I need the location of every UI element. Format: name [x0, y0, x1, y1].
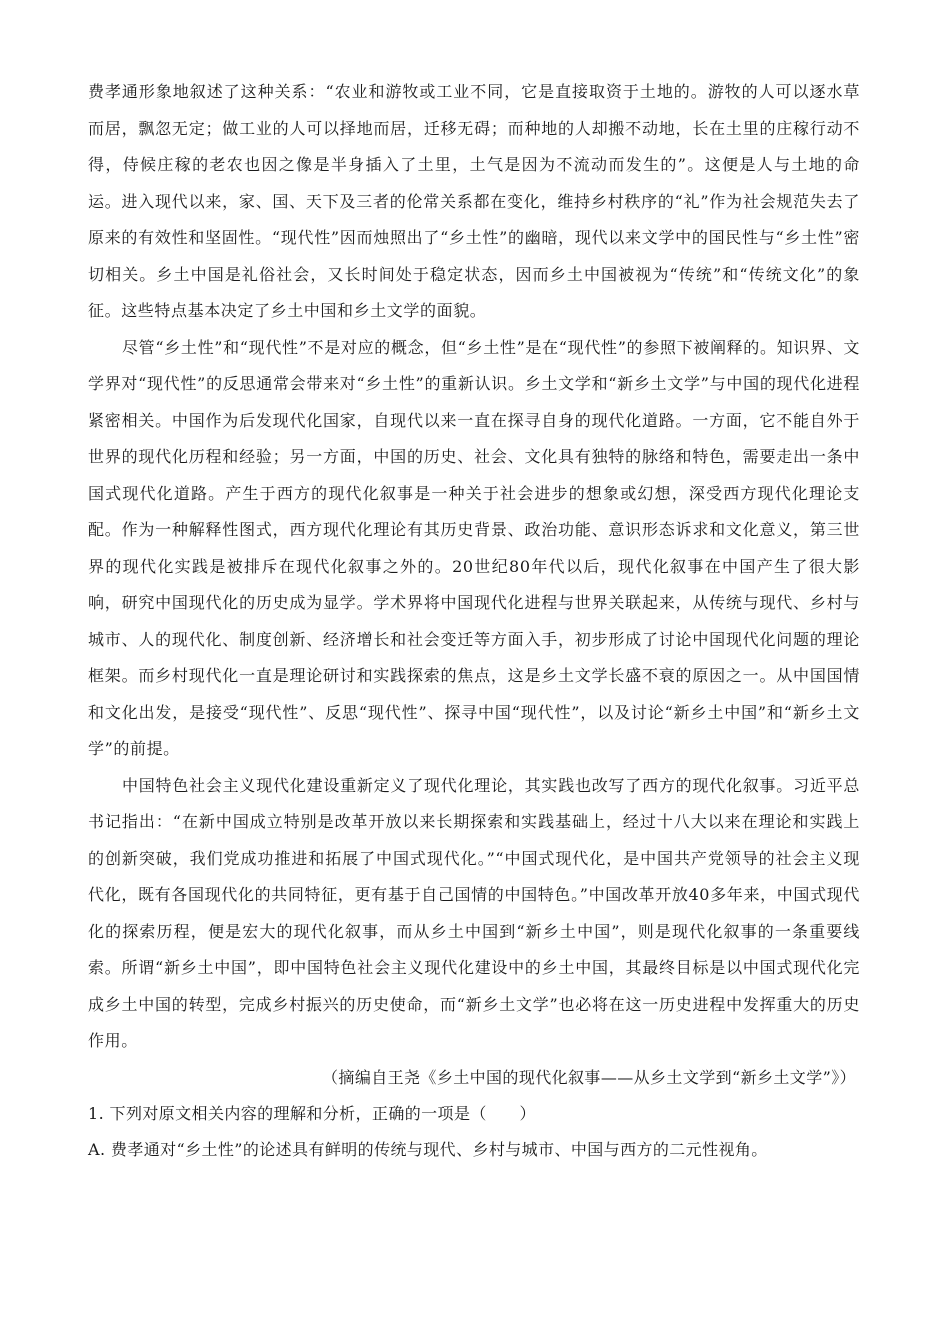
paragraph-3: 中国特色社会主义现代化建设重新定义了现代化理论，其实践也改写了西方的现代化叙事。习近平总书记指出：“在新中国成立特别是改革开放以来长期探索和实践基础上，经过十八大以来在理论和实践上的创新突破，我们党成功推进和拓展了中国式现代化。”“中国式现代化，是中国共产党领导的社会主义现代化，既有各国现代化的共同特征，更有基于自己国情的中国特色。”中国改革开放40多年来，中国式现代化的探索历程，便是宏大的现代化叙事，而从乡土中国到“新乡土中国”，则是现代化叙事的一条重要线索。所谓“新乡土中国”，即中国特色社会主义现代化建设中的乡土中国，其最终目标是以中国式现代化完成乡土中国的转型，完成乡村振兴的历史使命，而“新乡土文学”也必将在这一历史进程中发挥重大的历史作用。: [88, 775, 860, 1050]
paragraph-1: 费孝通形象地叙述了这种关系：“农业和游牧或工业不同，它是直接取资于土地的。游牧的人可以逐水草而居，飘忽无定；做工业的人可以择地而居，迁移无碍；而种地的人却搬不动地，长在土里的庄稼行动不得，侍候庄稼的老农也因之像是半身插入了土里，土气是因为不流动而发生的”。这便是人与土地的命运。进入现代以来，家、国、天下及三者的伦常关系都在变化，维持乡村秩序的“礼”作为社会规范失去了原来的有效性和坚固性。“现代性”因而烛照出了“乡土性”的幽暗，现代以来文学中的国民性与“乡土性”密切相关。乡土中国是礼俗社会，又长时间处于稳定状态，因而乡土中国被视为“传统”和“传统文化”的象征。这些特点基本决定了乡土中国和乡土文学的面貌。: [88, 82, 860, 320]
document-page: [88, 74, 860, 1168]
source-citation: （摘编自王尧《乡土中国的现代化叙事——从乡土文学到“新乡土文学”》）: [322, 1067, 856, 1087]
option-a: A. 费孝通对“乡土性”的论述具有鲜明的传统与现代、乡村与城市、中国与西方的二元性视角。: [88, 1140, 768, 1159]
paragraph-2: 尽管“乡土性”和“现代性”不是对应的概念，但“乡土性”是在“现代性”的参照下被阐释的。知识界、文学界对“现代性”的反思通常会带来对“乡土性”的重新认识。乡土文学和“新乡土文学”与中国的现代化进程紧密相关。中国作为后发现代化国家，自现代以来一直在探寻自身的现代化道路。一方面，它不能自外于世界的现代化历程和经验；另一方面，中国的历史、社会、文化具有独特的脉络和特色，需要走出一条中国式现代化道路。产生于西方的现代化叙事是一种关于社会进步的想象或幻想，深受西方现代化理论支配。作为一种解释性图式，西方现代化理论有其历史背景、政治功能、意识形态诉求和文化意义，第三世界的现代化实践是被排斥在现代化叙事之外的。20世纪80年代以后，现代化叙事在中国产生了很大影响，研究中国现代化的历史成为显学。学术界将中国现代化进程与世界关联起来，从传统与现代、乡村与城市、人的现代化、制度创新、经济增长和社会变迁等方面入手，初步形成了讨论中国现代化问题的理论框架。而乡村现代化一直是理论研讨和实践探索的焦点，这是乡土文学长盛不衰的原因之一。从中国国情和文化出发，是接受“现代性”、反思“现代性”、探寻中国“现代性”，以及讨论“新乡土中国”和“新乡土文学”的前提。: [88, 337, 860, 758]
question-1: 1. 下列对原文相关内容的理解和分析，正确的一项是（ ）: [88, 1104, 536, 1123]
